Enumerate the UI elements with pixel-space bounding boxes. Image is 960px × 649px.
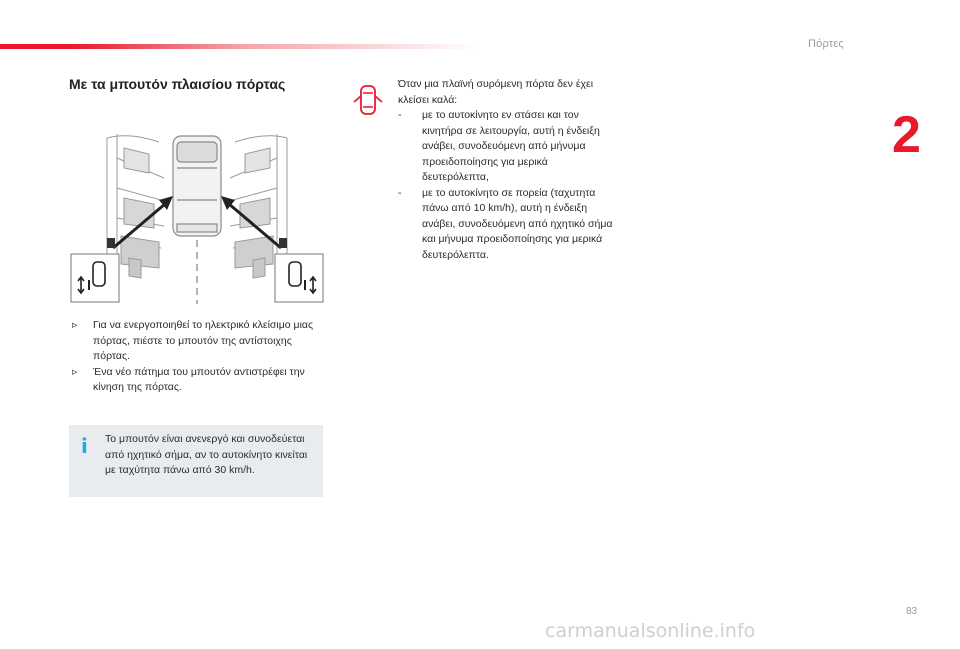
section-title: Πόρτες: [808, 38, 844, 50]
page-heading: Με τα μπουτόν πλαισίου πόρτας: [69, 76, 286, 92]
list-item-text: με το αυτοκίνητο εν στάσει και τον κινητήρα σε λειτουργία, αυτή η ένδειξη ανάβει, συνοδευόμενη από μήνυμα προειδοποίησης για μερικά δευτερόλεπτα,: [422, 109, 600, 183]
left-door-button-callout: [71, 254, 119, 302]
list-item: [398, 108, 613, 186]
list-item: [69, 318, 331, 365]
chapter-number: 2: [892, 106, 921, 164]
list-item: [398, 186, 613, 264]
dash-mark: -: [398, 186, 402, 199]
open-door-warning-icon: [352, 80, 384, 120]
warning-description: [398, 77, 613, 263]
page-number: 83: [906, 606, 918, 617]
door-buttons-illustration: [69, 128, 325, 312]
list-item: [69, 365, 331, 396]
warning-intro: Όταν μια πλαϊνή συρόμενη πόρτα δεν έχει κλείσει καλά:: [398, 78, 594, 106]
instruction-list: [69, 318, 331, 396]
dash-mark: -: [398, 109, 402, 121]
list-item-text: Ένα νέο πάτημα του μπουτόν αντιστρέφει την κίνηση της πόρτας.: [93, 365, 305, 393]
bullet-arrow-icon: ▹: [72, 365, 78, 378]
watermark: carmanualsonline.info: [545, 620, 756, 642]
bullet-arrow-icon: ▹: [72, 319, 78, 331]
info-icon: i: [81, 434, 88, 458]
list-item-text: με το αυτοκίνητο σε πορεία (ταχυτητα πάνω από 10 km/h), αυτή η ένδειξη ανάβει, συνοδευόμενη από ηχητικό σήμα και μήνυμα προειδοποίησης για μερικά δευτερόλεπτα.: [422, 186, 613, 261]
header-accent-bar: [0, 44, 480, 49]
van-top-view: [173, 136, 221, 236]
info-box: [69, 425, 323, 497]
list-item-text: Για να ενεργοποιηθεί το ηλεκτρικό κλείσιμο μιας πόρτας, πιέστε το μπουτόν της αντίστοιχης πόρτας.: [93, 319, 314, 362]
right-door-button-callout: [275, 254, 323, 302]
info-text: Το μπουτόν είναι ανενεργό και συνοδεύεται από ηχητικό σήμα, αν το αυτοκίνητο κινείται με ταχύτητα πάνω από 30 km/h.: [105, 433, 308, 476]
